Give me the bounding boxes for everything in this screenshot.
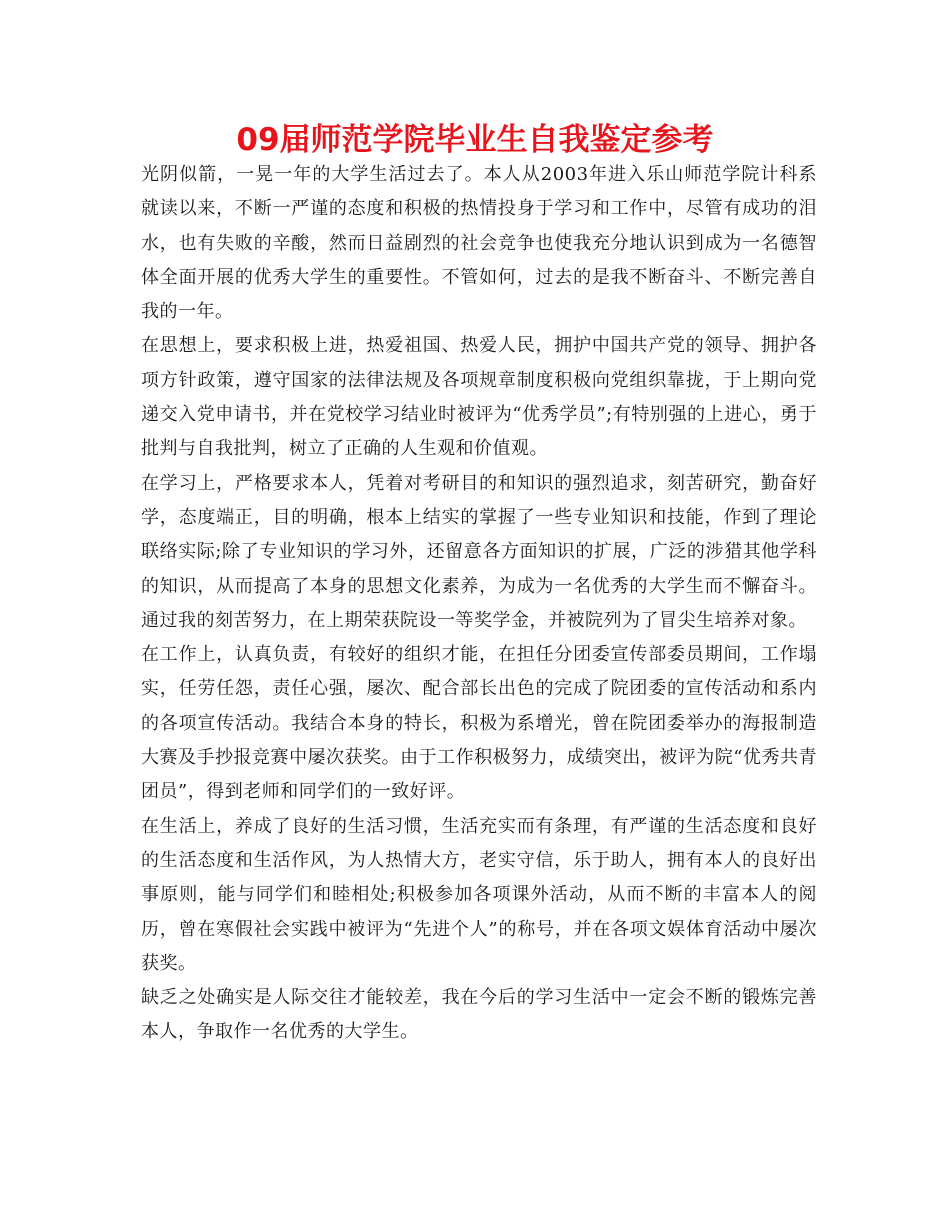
document-body [141, 158, 817, 1050]
paragraph-work: 在工作上，认真负责，有较好的组织才能，在担任分团委宣传部委员期间，工作塌实，任劳任怨，责任心强，屡次、配合部长出色的完成了院团委的宣传活动和系内的各项宣传活动。我结合本身的特长，积极为系增光，曾在院团委举办的海报制造大赛及手抄报竞赛中屡次获奖。由于工作积极努力，成绩突出，被评为院“优秀共青团员”，得到老师和同学们的一致好评。 [141, 644, 817, 803]
paragraph-shortcoming: 缺乏之处确实是人际交往才能较差，我在今后的学习生活中一定会不断的锻炼完善本人，争取作一名优秀的大学生。 [141, 987, 817, 1043]
paragraph-thought: 在思想上，要求积极上进，热爱祖国、热爱人民，拥护中国共产党的领导、拥护各项方针政策，遵守国家的法律法规及各项规章制度积极向党组织靠拢，于上期向党递交入党申请书，并在党校学习结业时被评为“优秀学员”;有特别强的上进心，勇于批判与自我批判，树立了正确的人生观和价值观。 [141, 335, 817, 460]
document-title: 09届师范学院毕业生自我鉴定参考 [236, 122, 714, 158]
paragraph-intro: 光阴似箭，一晃一年的大学生活过去了。本人从2003年进入乐山师范学院计科系就读以来，不断一严谨的态度和积极的热情投身于学习和工作中，尽管有成功的泪水，也有失败的辛酸，然而日益剧烈的社会竞争也使我充分地认识到成为一名德智体全面开展的优秀大学生的重要性。不管如何，过去的是我不断奋斗、不断完善自我的一年。 [141, 164, 817, 323]
paragraph-study: 在学习上，严格要求本人，凭着对考研目的和知识的强烈追求，刻苦研究，勤奋好学，态度端正，目的明确，根本上结实的掌握了一些专业知识和技能，作到了理论联络实际;除了专业知识的学习外，还留意各方面知识的扩展，广泛的涉猎其他学科的知识，从而提高了本身的思想文化素养，为成为一名优秀的大学生而不懈奋斗。通过我的刻苦努力，在上期荣获院设一等奖学金，并被院列为了冒尖生培养对象。 [141, 472, 817, 631]
paragraph-life: 在生活上，养成了良好的生活习惯，生活充实而有条理，有严谨的生活态度和良好的生活态度和生活作风，为人热情大方，老实守信，乐于助人，拥有本人的良好出事原则，能与同学们和睦相处;积极参加各项课外活动，从而不断的丰富本人的阅历，曾在寒假社会实践中被评为“先进个人”的称号，并在各项文娱体育活动中屡次获奖。 [141, 815, 817, 974]
